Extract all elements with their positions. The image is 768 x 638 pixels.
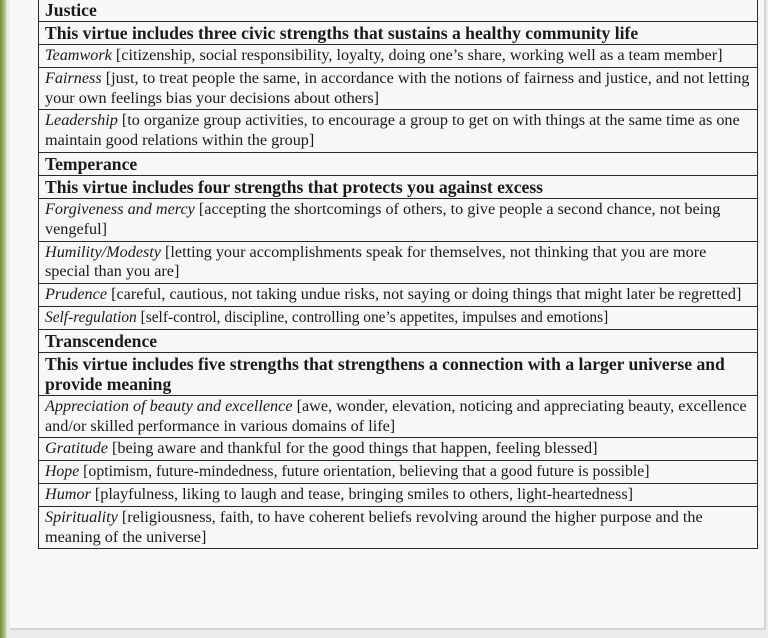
strength-row-appreciation — [39, 396, 757, 439]
strength-name: Teamwork — [45, 46, 112, 64]
strength-detail: [optimism, future-mindedness, future orientation, believing that a good future is possible] — [79, 463, 650, 481]
strength-row-teamwork — [39, 45, 757, 68]
strength-detail: [playfulness, liking to laugh and tease, bringing smiles to others, light-heartedness] — [90, 484, 634, 503]
section-description-temperance: This virtue includes four strengths that protects you against excess — [39, 176, 757, 199]
strength-detail: [just, to treat people the same, in accordance with the notions of fairness and justice, and not letting your own feelings bias your decisions about others] — [45, 68, 750, 107]
page-edge-shadow — [0, 0, 7, 638]
strength-detail: [citizenship, social responsibility, loyalty, doing one’s share, working well as a team member] — [111, 46, 723, 64]
section-description-justice: This virtue includes three civic strengths that sustains a healthy community life — [39, 22, 757, 45]
strength-name: Humor — [45, 484, 91, 503]
strength-name: Spirituality — [45, 507, 118, 526]
strength-row-hope — [39, 461, 757, 484]
strength-name: Humility/Modesty — [45, 242, 161, 261]
strength-row-prudence — [39, 284, 757, 307]
strength-name: Appreciation of beauty and excellence — [45, 396, 293, 415]
strength-name: Prudence — [45, 285, 108, 304]
strength-name: Hope — [45, 463, 80, 481]
section-description-transcendence: This virtue includes five strengths that strengthens a connection with a larger universe and provide meaning — [39, 353, 757, 396]
strength-detail: [letting your accomplishments speak for themselves, not thinking that you are more special than you are] — [45, 242, 707, 281]
strength-name: Self-regulation — [45, 308, 137, 326]
strength-detail: [to organize group activities, to encourage a group to get on with things at the same time as one maintain good relations within the group] — [45, 111, 740, 150]
strength-name: Forgiveness and mercy — [45, 199, 195, 218]
section-title-temperance: Temperance — [39, 153, 757, 176]
strength-detail: [self-control, discipline, controlling one’s appetites, impulses and emotions] — [136, 308, 609, 326]
strength-name: Leadership — [45, 111, 118, 130]
strength-row-humor — [39, 484, 757, 507]
strength-detail: [being aware and thankful for the good things that happen, feeling blessed] — [107, 439, 598, 458]
strength-row-spirituality — [39, 507, 757, 549]
strength-row-fairness — [39, 68, 757, 111]
section-title-transcendence: Transcendence — [39, 330, 757, 353]
strength-row-leadership — [39, 110, 757, 153]
strength-name: Gratitude — [45, 439, 108, 458]
document-page — [10, 0, 766, 630]
virtues-table — [38, 0, 758, 549]
strength-row-humility — [39, 242, 757, 285]
strength-detail: [awe, wonder, elevation, noticing and appreciating beauty, excellence and/or skilled performance in various domains of life] — [45, 396, 747, 435]
strength-row-gratitude — [39, 438, 757, 461]
section-title-justice: Justice — [39, 0, 757, 22]
strength-name: Fairness — [45, 68, 102, 87]
strength-row-self-regulation — [39, 307, 757, 330]
strength-detail: [religiousness, faith, to have coherent beliefs revolving around the higher purpose and the meaning of the universe] — [45, 507, 703, 546]
strength-detail: [accepting the shortcomings of others, to give people a second chance, not being vengeful] — [45, 199, 721, 238]
strength-detail: [careful, cautious, not taking undue risks, not saying or doing things that might later be regretted] — [107, 285, 742, 304]
strength-row-forgiveness — [39, 199, 757, 242]
